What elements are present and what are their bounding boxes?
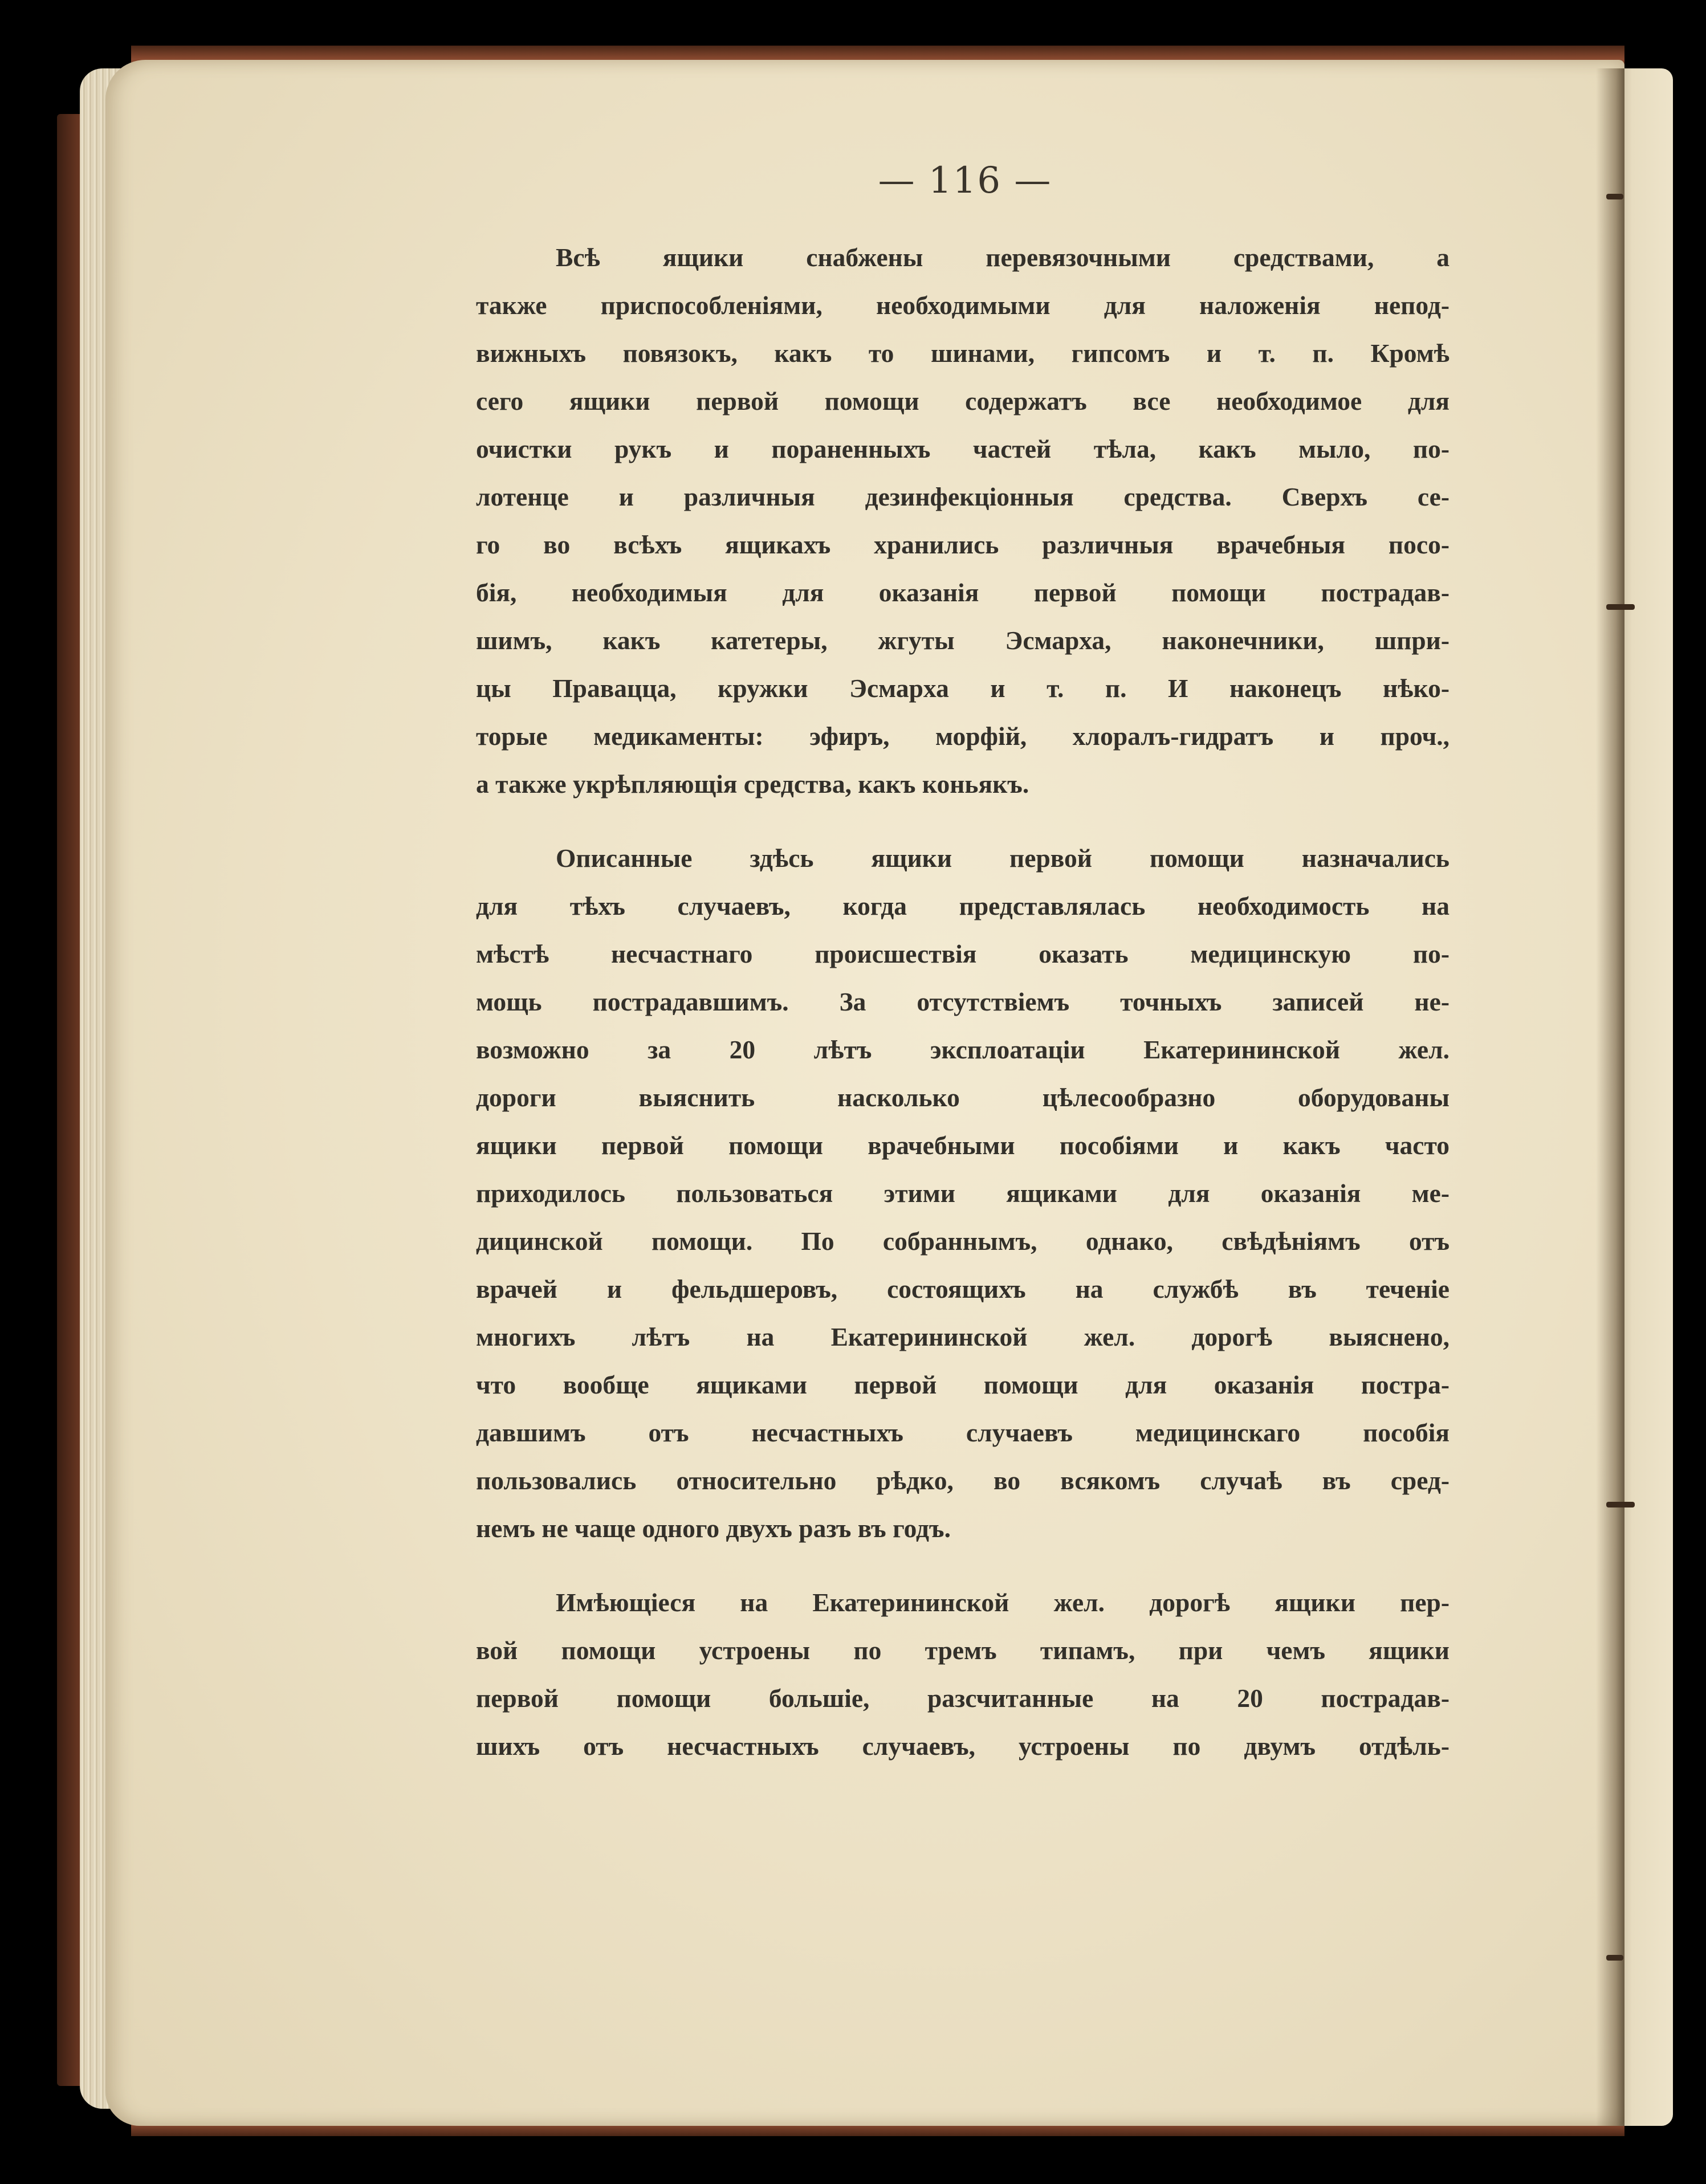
text-line: шихъ отъ несчастныхъ случаевъ, устроены по двумъ отдѣль- bbox=[476, 1731, 1450, 1761]
text-line: а также укрѣпляющія средства, какъ коньякъ. bbox=[476, 769, 1029, 798]
page-number: — 116 — bbox=[878, 160, 1052, 202]
text-line: давшимъ отъ несчастныхъ случаевъ медицинскаго пособія bbox=[476, 1418, 1450, 1447]
text-line: приходилось пользоваться этими ящиками для оказанія ме- bbox=[476, 1179, 1450, 1208]
binding-thread bbox=[1606, 604, 1635, 610]
text-line: торые медикаменты: эфиръ, морфій, хлоралъ-гидратъ и проч., bbox=[476, 722, 1450, 751]
paragraph bbox=[476, 234, 1450, 808]
text-line: первой помощи большіе, разсчитанные на 20 пострадав- bbox=[476, 1684, 1450, 1713]
text-line: Всѣ ящики снабжены перевязочными средствами, а bbox=[556, 243, 1450, 272]
paragraph bbox=[476, 1579, 1450, 1770]
text-line: немъ не чаще одного двухъ разъ въ годъ. bbox=[476, 1514, 951, 1543]
text-line: для тѣхъ случаевъ, когда представлялась необходимость на bbox=[476, 891, 1450, 920]
text-line: шимъ, какъ катетеры, жгуты Эсмарха, наконечники, шпри- bbox=[476, 626, 1450, 655]
text-line: также приспособленіями, необходимыми для наложенія непод- bbox=[476, 291, 1450, 320]
binding-thread bbox=[1606, 1502, 1635, 1507]
text-line: дицинской помощи. По собраннымъ, однако, свѣдѣніямъ отъ bbox=[476, 1227, 1450, 1256]
page-body-text bbox=[476, 234, 1450, 1796]
text-line: мѣстѣ несчастнаго происшествія оказать медицинскую по- bbox=[476, 939, 1450, 968]
text-line: ящики первой помощи врачебными пособіями и какъ часто bbox=[476, 1131, 1450, 1160]
text-line: возможно за 20 лѣтъ эксплоатаціи Екатерининской жел. bbox=[476, 1035, 1450, 1064]
text-line: сего ящики первой помощи содержатъ все необходимое для bbox=[476, 386, 1450, 415]
binding-thread bbox=[1606, 1955, 1623, 1961]
text-line: лотенце и различныя дезинфекціонныя средства. Сверхъ се- bbox=[476, 482, 1450, 511]
paragraph bbox=[476, 834, 1450, 1553]
text-line: многихъ лѣтъ на Екатерининской жел. дорогѣ выяснено, bbox=[476, 1322, 1450, 1351]
text-line: очистки рукъ и пораненныхъ частей тѣла, какъ мыло, по- bbox=[476, 434, 1450, 463]
gutter-shadow bbox=[1596, 68, 1624, 2126]
text-line: цы Правацца, кружки Эсмарха и т. п. И наконецъ нѣко- bbox=[476, 674, 1450, 703]
text-line: Имѣющіеся на Екатерининской жел. дорогѣ ящики пер- bbox=[556, 1588, 1450, 1617]
text-line: вой помощи устроены по тремъ типамъ, при чемъ ящики bbox=[476, 1636, 1450, 1665]
text-line: что вообще ящиками первой помощи для оказанія постра- bbox=[476, 1370, 1450, 1399]
text-line: Описанные здѣсь ящики первой помощи назначались bbox=[556, 844, 1450, 873]
text-line: врачей и фельдшеровъ, состоящихъ на службѣ въ теченіе bbox=[476, 1274, 1450, 1303]
text-line: мощь пострадавшимъ. За отсутствіемъ точныхъ записей не- bbox=[476, 987, 1450, 1016]
text-line: вижныхъ повязокъ, какъ то шинами, гипсомъ и т. п. Кромѣ bbox=[476, 339, 1450, 368]
text-line: пользовались относительно рѣдко, во всякомъ случаѣ въ сред- bbox=[476, 1466, 1450, 1495]
text-line: дороги выяснить насколько цѣлесообразно оборудованы bbox=[476, 1083, 1450, 1112]
text-line: бія, необходимыя для оказанія первой помощи пострадав- bbox=[476, 578, 1450, 607]
text-line: го во всѣхъ ящикахъ хранились различныя врачебныя посо- bbox=[476, 530, 1450, 559]
